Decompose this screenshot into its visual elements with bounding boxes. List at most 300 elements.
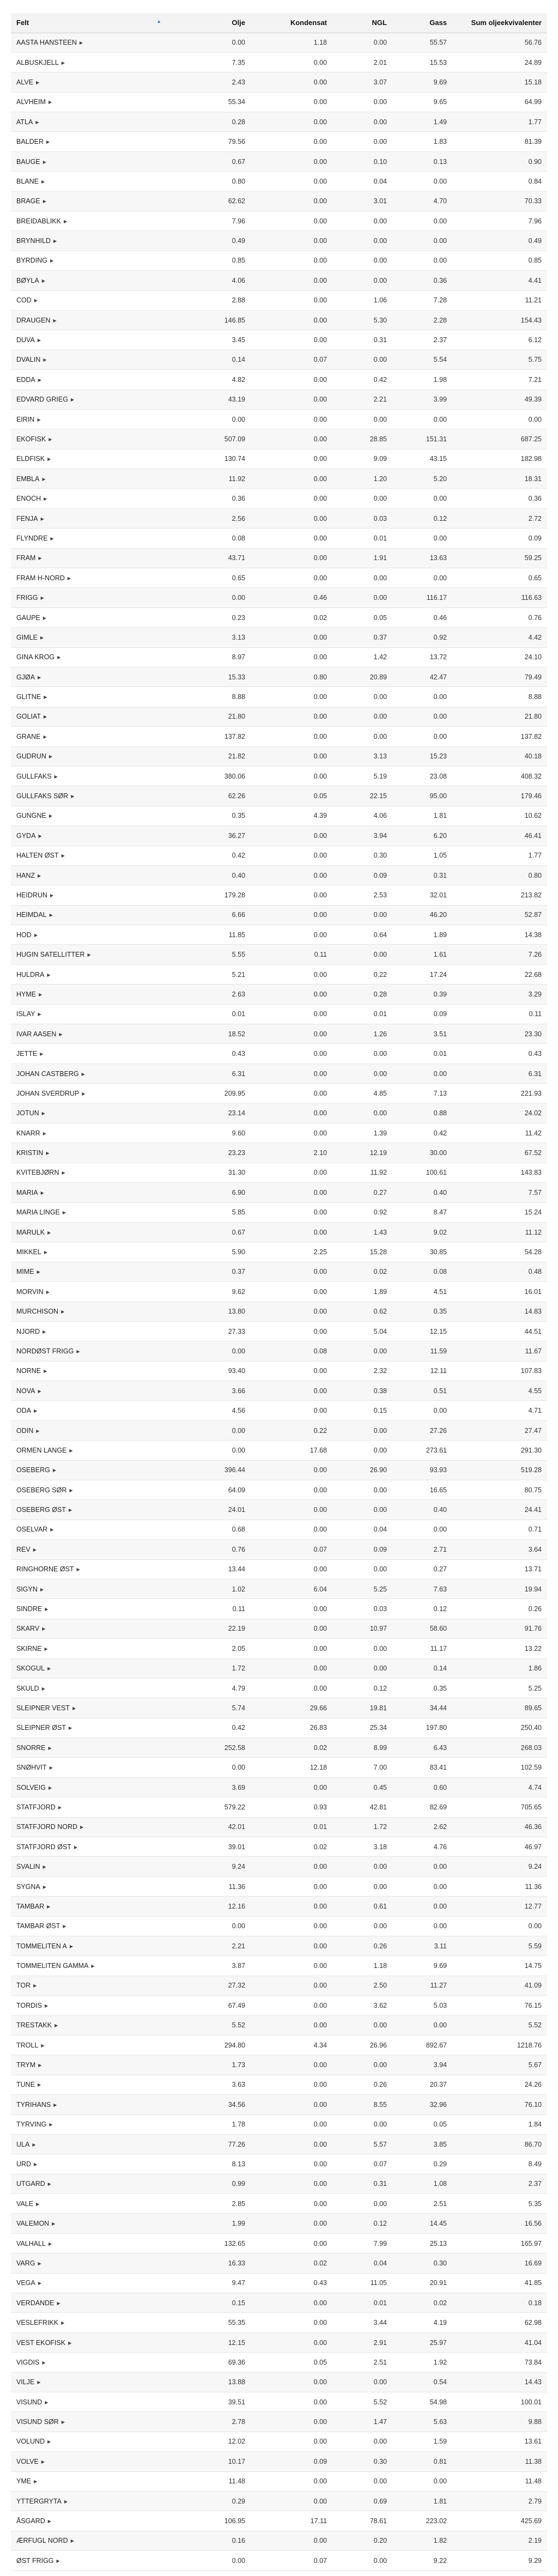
chevron-right-icon[interactable]: ▶: [42, 476, 46, 482]
chevron-right-icon[interactable]: ▶: [53, 318, 57, 323]
field-name-link[interactable]: [11, 1777, 169, 1797]
field-name-link[interactable]: [11, 1540, 169, 1559]
chevron-right-icon[interactable]: ▶: [76, 1567, 80, 1572]
field-name-link[interactable]: [11, 1500, 169, 1520]
field-name-link[interactable]: [11, 1202, 169, 1222]
chevron-right-icon[interactable]: ▶: [61, 2420, 65, 2425]
field-name-link[interactable]: [11, 2253, 169, 2273]
chevron-right-icon[interactable]: ▶: [47, 2182, 51, 2187]
field-name-link[interactable]: [11, 1996, 169, 2015]
field-name-link[interactable]: [11, 191, 169, 211]
chevron-right-icon[interactable]: ▶: [40, 1190, 44, 1195]
field-name-link[interactable]: [11, 2511, 169, 2531]
chevron-right-icon[interactable]: ▶: [36, 80, 40, 85]
field-name-link[interactable]: [11, 647, 169, 667]
chevron-right-icon[interactable]: ▶: [69, 1448, 73, 1453]
chevron-right-icon[interactable]: ▶: [40, 635, 44, 640]
field-name-link[interactable]: [11, 508, 169, 528]
field-name-link[interactable]: [11, 1024, 169, 1044]
column-header-kondensat[interactable]: [251, 13, 332, 33]
field-name-link[interactable]: [11, 1559, 169, 1579]
field-name-link[interactable]: [11, 2531, 169, 2550]
field-name-link[interactable]: [11, 746, 169, 766]
chevron-right-icon[interactable]: ▶: [47, 2519, 51, 2524]
field-name-link[interactable]: [11, 1222, 169, 1242]
chevron-right-icon[interactable]: ▶: [48, 437, 52, 442]
chevron-right-icon[interactable]: ▶: [37, 2380, 41, 2385]
chevron-right-icon[interactable]: ▶: [46, 1289, 50, 1295]
field-name-link[interactable]: [11, 2194, 169, 2214]
chevron-right-icon[interactable]: ▶: [40, 596, 44, 601]
field-name-link[interactable]: [11, 1103, 169, 1123]
value-cell: 0.00: [452, 1916, 547, 1936]
chevron-right-icon[interactable]: ▶: [38, 2063, 42, 2068]
chevron-right-icon[interactable]: ▶: [39, 992, 43, 997]
chevron-right-icon[interactable]: ▶: [36, 1428, 40, 1433]
chevron-right-icon[interactable]: ▶: [47, 457, 51, 462]
value-cell: 11.92: [169, 469, 251, 489]
chevron-right-icon[interactable]: ▶: [34, 1408, 38, 1414]
field-name-link[interactable]: [11, 1242, 169, 1262]
field-name-link[interactable]: [11, 330, 169, 350]
value-cell: 0.35: [392, 1302, 452, 1321]
value-cell: 0.36: [169, 489, 251, 508]
chevron-right-icon[interactable]: ▶: [71, 794, 75, 799]
field-name-link[interactable]: [11, 1698, 169, 1718]
field-name-link[interactable]: [11, 628, 169, 647]
chevron-right-icon[interactable]: ▶: [32, 2142, 36, 2147]
chevron-right-icon[interactable]: ▶: [47, 1666, 51, 1672]
chevron-right-icon[interactable]: ▶: [47, 972, 51, 977]
chevron-right-icon[interactable]: ▶: [48, 100, 52, 105]
chevron-right-icon[interactable]: ▶: [47, 1230, 51, 1235]
table-row: [11, 1004, 547, 1024]
chevron-right-icon[interactable]: ▶: [37, 417, 41, 422]
field-name-link[interactable]: [11, 1361, 169, 1381]
field-name-label: OSEBERG SØR: [16, 1486, 67, 1494]
field-name-link[interactable]: [11, 766, 169, 786]
field-name-link[interactable]: [11, 1004, 169, 1024]
field-name-link[interactable]: [11, 1738, 169, 1758]
field-name-link[interactable]: [11, 1658, 169, 1678]
field-name-link[interactable]: [11, 964, 169, 984]
field-name-link[interactable]: [11, 1876, 169, 1896]
field-name-link[interactable]: [11, 370, 169, 390]
chevron-right-icon[interactable]: ▶: [38, 2261, 41, 2266]
chevron-right-icon[interactable]: ▶: [41, 2459, 45, 2464]
field-name-link[interactable]: [11, 707, 169, 726]
chevron-right-icon[interactable]: ▶: [61, 1309, 65, 1315]
field-name-link[interactable]: [11, 1064, 169, 1083]
field-name-link[interactable]: [11, 1599, 169, 1619]
field-name-link[interactable]: [11, 1956, 169, 1976]
chevron-right-icon[interactable]: ▶: [54, 2023, 58, 2028]
field-name-link[interactable]: [11, 2452, 169, 2471]
chevron-right-icon[interactable]: ▶: [62, 1210, 66, 1216]
value-cell: 0.00: [392, 2015, 452, 2035]
chevron-right-icon[interactable]: ▶: [38, 873, 41, 878]
chevron-right-icon[interactable]: ▶: [52, 1468, 56, 1473]
field-name-link[interactable]: [11, 2293, 169, 2313]
field-name-link[interactable]: [11, 588, 169, 607]
field-name-link[interactable]: [11, 2353, 169, 2372]
chevron-right-icon[interactable]: ▶: [48, 813, 53, 819]
sort-icon[interactable]: ▲: [156, 19, 161, 25]
chevron-right-icon[interactable]: ▶: [81, 1071, 85, 1077]
field-name-link[interactable]: [11, 390, 169, 409]
field-name-link[interactable]: [11, 1262, 169, 1281]
value-cell: 154.43: [452, 310, 547, 330]
field-name-link[interactable]: [11, 1163, 169, 1182]
chevron-right-icon[interactable]: ▶: [38, 833, 42, 839]
chevron-right-icon[interactable]: ▶: [40, 1052, 44, 1057]
chevron-right-icon[interactable]: ▶: [40, 516, 44, 521]
chevron-right-icon[interactable]: ▶: [62, 1170, 65, 1176]
field-name-link[interactable]: [11, 1758, 169, 1777]
field-name-link[interactable]: [11, 2015, 169, 2035]
field-name-label: HANZ: [16, 871, 35, 879]
chevron-right-icon[interactable]: ▶: [44, 1646, 48, 1651]
field-name-link[interactable]: [11, 945, 169, 964]
chevron-right-icon[interactable]: ▶: [80, 1825, 84, 1830]
value-cell: 0.00: [251, 1460, 332, 1480]
chevron-right-icon[interactable]: ▶: [43, 1131, 46, 1136]
column-header-gass[interactable]: [392, 13, 452, 33]
value-cell: 0.00: [251, 2313, 332, 2332]
chevron-right-icon[interactable]: ▶: [76, 1348, 80, 1354]
chevron-right-icon[interactable]: ▶: [49, 1765, 53, 1771]
field-name-link[interactable]: [11, 1341, 169, 1361]
field-name-link[interactable]: [11, 2491, 169, 2511]
chevron-right-icon[interactable]: ▶: [41, 1111, 45, 1116]
table-row: [11, 607, 547, 627]
chevron-right-icon[interactable]: ▶: [34, 298, 38, 303]
value-cell: 29.66: [251, 1698, 332, 1718]
chevron-right-icon[interactable]: ▶: [69, 1508, 72, 1513]
chevron-right-icon[interactable]: ▶: [34, 2161, 38, 2167]
field-name-link[interactable]: [11, 1282, 169, 1302]
field-name-link[interactable]: [11, 846, 169, 865]
field-name-link[interactable]: [11, 2233, 169, 2253]
chevron-right-icon[interactable]: ▶: [82, 1091, 86, 1096]
chevron-right-icon[interactable]: ▶: [74, 1844, 78, 1850]
chevron-right-icon[interactable]: ▶: [53, 239, 57, 244]
field-name-link[interactable]: [11, 310, 169, 330]
chevron-right-icon[interactable]: ▶: [45, 2003, 48, 2008]
field-name-label: SOLVEIG: [16, 1783, 46, 1791]
chevron-right-icon[interactable]: ▶: [46, 139, 50, 145]
field-name-link[interactable]: [11, 1837, 169, 1857]
field-name-link[interactable]: [11, 568, 169, 588]
field-name-link[interactable]: [11, 2035, 169, 2055]
table-row: [11, 1202, 547, 1222]
chevron-right-icon[interactable]: ▶: [43, 1884, 46, 1890]
field-name-link[interactable]: [11, 865, 169, 885]
field-name-link[interactable]: [11, 1718, 169, 1737]
field-name-link[interactable]: [11, 1639, 169, 1658]
chevron-right-icon[interactable]: ▶: [38, 2082, 41, 2088]
value-cell: 7.35: [169, 52, 251, 72]
chevron-right-icon[interactable]: ▶: [59, 1031, 63, 1037]
column-header-felt[interactable]: [11, 13, 169, 33]
value-cell: 2.37: [452, 2174, 547, 2194]
field-name-link[interactable]: [11, 33, 169, 52]
field-name-link[interactable]: [11, 1441, 169, 1460]
field-name-link[interactable]: [11, 1857, 169, 1876]
field-name-link[interactable]: [11, 1321, 169, 1341]
field-name-link[interactable]: [11, 1420, 169, 1440]
field-name-link[interactable]: [11, 786, 169, 806]
chevron-right-icon[interactable]: ▶: [43, 159, 46, 165]
field-name-link[interactable]: [11, 1936, 169, 1956]
field-name-link[interactable]: [11, 1619, 169, 1638]
field-name-link[interactable]: [11, 1302, 169, 1321]
chevron-right-icon[interactable]: ▶: [33, 1547, 37, 1552]
chevron-right-icon[interactable]: ▶: [43, 1864, 46, 1870]
field-name-link[interactable]: [11, 1579, 169, 1599]
field-name-link[interactable]: [11, 1143, 169, 1163]
value-cell: 1.26: [332, 1024, 392, 1044]
field-name-link[interactable]: [11, 489, 169, 508]
field-name-link[interactable]: [11, 2332, 169, 2352]
chevron-right-icon[interactable]: ▶: [41, 179, 45, 184]
field-name-link[interactable]: [11, 2471, 169, 2491]
field-name-link[interactable]: [11, 925, 169, 945]
value-cell: 1.86: [452, 1658, 547, 1678]
chevron-right-icon[interactable]: ▶: [61, 60, 65, 65]
chevron-right-icon[interactable]: ▶: [38, 1388, 41, 1394]
value-cell: 2.62: [392, 1817, 452, 1837]
column-header-olje[interactable]: [169, 13, 251, 33]
chevron-right-icon[interactable]: ▶: [44, 695, 47, 700]
field-name-link[interactable]: [11, 687, 169, 707]
chevron-right-icon[interactable]: ▶: [43, 357, 47, 363]
field-name-link[interactable]: [11, 350, 169, 369]
field-name-link[interactable]: [11, 112, 169, 132]
chevron-right-icon[interactable]: ▶: [48, 754, 53, 760]
chevron-right-icon[interactable]: ▶: [49, 913, 53, 918]
field-name-link[interactable]: [11, 2174, 169, 2194]
chevron-right-icon[interactable]: ▶: [50, 1527, 54, 1533]
field-name-link[interactable]: [11, 1381, 169, 1401]
field-name-link[interactable]: [11, 92, 169, 112]
value-cell: 0.00: [332, 707, 392, 726]
chevron-right-icon[interactable]: ▶: [49, 2122, 53, 2128]
field-name-link[interactable]: [11, 2115, 169, 2134]
chevron-right-icon[interactable]: ▶: [57, 2300, 60, 2306]
chevron-right-icon[interactable]: ▶: [38, 2281, 41, 2286]
field-name-link[interactable]: [11, 2412, 169, 2432]
field-name-link[interactable]: [11, 607, 169, 627]
field-name-label: BYRDING: [16, 257, 47, 265]
field-name-link[interactable]: [11, 231, 169, 251]
value-cell: 8.49: [452, 2154, 547, 2174]
field-name-link[interactable]: [11, 2055, 169, 2075]
chevron-right-icon[interactable]: ▶: [41, 1686, 45, 1691]
field-name-link[interactable]: [11, 1520, 169, 1539]
chevron-right-icon[interactable]: ▶: [58, 1805, 62, 1810]
chevron-right-icon[interactable]: ▶: [57, 655, 61, 660]
chevron-right-icon[interactable]: ▶: [40, 1587, 44, 1592]
field-name-link[interactable]: [11, 1183, 169, 1202]
chevron-right-icon[interactable]: ▶: [50, 536, 54, 541]
field-name-link[interactable]: [11, 2313, 169, 2332]
chevron-right-icon[interactable]: ▶: [56, 2558, 60, 2563]
field-name-link[interactable]: [11, 2154, 169, 2174]
chevron-right-icon[interactable]: ▶: [44, 1250, 48, 1255]
chevron-right-icon[interactable]: ▶: [48, 2241, 52, 2246]
chevron-right-icon[interactable]: ▶: [42, 1626, 46, 1632]
field-name-link[interactable]: [11, 2432, 169, 2451]
field-name-link[interactable]: [11, 1084, 169, 1103]
field-name-link[interactable]: [11, 826, 169, 846]
value-cell: 0.00: [169, 1441, 251, 1460]
field-name-link[interactable]: [11, 151, 169, 171]
chevron-right-icon[interactable]: ▶: [45, 1607, 48, 1612]
field-name-link[interactable]: [11, 2095, 169, 2115]
chevron-right-icon[interactable]: ▶: [46, 1151, 50, 1156]
chevron-right-icon[interactable]: ▶: [48, 1785, 52, 1790]
field-name-link[interactable]: [11, 667, 169, 687]
chevron-right-icon[interactable]: ▶: [43, 734, 47, 739]
value-cell: 13.71: [452, 1559, 547, 1579]
chevron-right-icon[interactable]: ▶: [43, 199, 46, 204]
field-name-link[interactable]: [11, 885, 169, 905]
field-name-link[interactable]: [11, 2551, 169, 2571]
chevron-right-icon[interactable]: ▶: [43, 615, 46, 621]
chevron-right-icon[interactable]: ▶: [69, 1487, 73, 1493]
chevron-right-icon[interactable]: ▶: [54, 774, 58, 779]
field-name-link[interactable]: [11, 905, 169, 925]
field-name-link[interactable]: [11, 211, 169, 231]
field-name-link[interactable]: [11, 1817, 169, 1837]
value-cell: 79.56: [169, 132, 251, 151]
chevron-right-icon[interactable]: ▶: [79, 40, 83, 46]
chevron-right-icon[interactable]: ▶: [42, 2360, 46, 2365]
chevron-right-icon[interactable]: ▶: [38, 1012, 41, 1017]
field-name-link[interactable]: [11, 985, 169, 1004]
value-cell: 0.07: [332, 2154, 392, 2174]
value-cell: 3.69: [169, 1777, 251, 1797]
field-name-link[interactable]: [11, 429, 169, 449]
chevron-right-icon[interactable]: ▶: [47, 2439, 51, 2445]
chevron-right-icon[interactable]: ▶: [53, 2102, 57, 2107]
chevron-right-icon[interactable]: ▶: [38, 675, 41, 680]
table-row: [11, 2392, 547, 2411]
field-name-link[interactable]: [11, 548, 169, 568]
field-name-link[interactable]: [11, 469, 169, 489]
chevron-right-icon[interactable]: ▶: [68, 2340, 72, 2346]
chevron-right-icon[interactable]: ▶: [64, 2499, 68, 2504]
field-name-link[interactable]: [11, 2134, 169, 2154]
chevron-right-icon[interactable]: ▶: [48, 1745, 52, 1751]
chevron-right-icon[interactable]: ▶: [70, 2538, 74, 2544]
field-name-link[interactable]: [11, 727, 169, 746]
column-header-sum[interactable]: [452, 13, 547, 33]
field-name-link[interactable]: [11, 132, 169, 151]
chevron-right-icon[interactable]: ▶: [37, 338, 41, 343]
chevron-right-icon[interactable]: ▶: [36, 2201, 40, 2207]
chevron-right-icon[interactable]: ▶: [34, 2479, 38, 2484]
chevron-right-icon[interactable]: ▶: [41, 278, 45, 283]
chevron-right-icon[interactable]: ▶: [47, 1904, 51, 1909]
field-name-link[interactable]: [11, 72, 169, 92]
field-name-link[interactable]: [11, 1401, 169, 1420]
chevron-right-icon[interactable]: ▶: [45, 2399, 48, 2405]
value-cell: 41.85: [452, 2273, 547, 2293]
field-name-link[interactable]: [11, 172, 169, 191]
field-name-link[interactable]: [11, 290, 169, 310]
field-name-link[interactable]: [11, 1460, 169, 1480]
chevron-right-icon[interactable]: ▶: [72, 1706, 76, 1711]
chevron-right-icon[interactable]: ▶: [44, 496, 47, 502]
chevron-right-icon[interactable]: ▶: [69, 1726, 72, 1731]
field-name-link[interactable]: [11, 251, 169, 270]
field-name-link[interactable]: [11, 1897, 169, 1916]
field-name-link[interactable]: [11, 1678, 169, 1698]
field-name-link[interactable]: [11, 1797, 169, 1817]
field-name-link[interactable]: [11, 2214, 169, 2233]
field-name-link[interactable]: [11, 2075, 169, 2094]
field-name-link[interactable]: [11, 2372, 169, 2392]
chevron-right-icon[interactable]: ▶: [63, 1924, 66, 1929]
chevron-right-icon[interactable]: ▶: [61, 853, 65, 859]
field-name-link[interactable]: [11, 1123, 169, 1143]
field-name-link[interactable]: [11, 2273, 169, 2293]
chevron-right-icon[interactable]: ▶: [37, 1269, 40, 1275]
column-header-ngl[interactable]: [332, 13, 392, 33]
chevron-right-icon[interactable]: ▶: [87, 952, 91, 958]
field-name-link[interactable]: [11, 1044, 169, 1064]
chevron-right-icon[interactable]: ▶: [41, 2043, 45, 2048]
chevron-right-icon[interactable]: ▶: [70, 397, 75, 403]
chevron-right-icon[interactable]: ▶: [35, 119, 39, 125]
chevron-right-icon[interactable]: ▶: [33, 1983, 37, 1989]
field-name-link[interactable]: [11, 1976, 169, 1995]
chevron-right-icon[interactable]: ▶: [43, 714, 47, 720]
chevron-right-icon[interactable]: ▶: [52, 2221, 56, 2227]
field-name-link[interactable]: [11, 271, 169, 290]
field-name-link[interactable]: [11, 2392, 169, 2411]
chevron-right-icon[interactable]: ▶: [50, 892, 54, 898]
chevron-right-icon[interactable]: ▶: [69, 1943, 73, 1949]
value-cell: 0.43: [251, 2273, 332, 2293]
field-name-link[interactable]: [11, 528, 169, 548]
chevron-right-icon[interactable]: ▶: [34, 932, 38, 938]
chevron-right-icon[interactable]: ▶: [91, 1964, 95, 1969]
chevron-right-icon[interactable]: ▶: [38, 377, 41, 382]
chevron-right-icon[interactable]: ▶: [44, 1369, 47, 1374]
chevron-right-icon[interactable]: ▶: [38, 556, 42, 561]
field-name-link[interactable]: [11, 449, 169, 469]
field-name-link[interactable]: [11, 1480, 169, 1500]
value-cell: 7.99: [332, 2233, 392, 2253]
chevron-right-icon[interactable]: ▶: [43, 1329, 46, 1334]
value-cell: 4.55: [452, 1381, 547, 1401]
field-name-link[interactable]: [11, 806, 169, 825]
value-cell: 0.00: [251, 2075, 332, 2094]
chevron-right-icon[interactable]: ▶: [50, 258, 54, 264]
field-name-link[interactable]: [11, 1916, 169, 1936]
value-cell: 82.69: [392, 1797, 452, 1817]
chevron-right-icon[interactable]: ▶: [63, 218, 68, 224]
value-cell: 0.00: [332, 1916, 392, 1936]
chevron-right-icon[interactable]: ▶: [67, 575, 71, 581]
value-cell: 22.68: [452, 964, 547, 984]
field-name-link[interactable]: [11, 52, 169, 72]
chevron-right-icon[interactable]: ▶: [61, 2320, 65, 2326]
field-name-link[interactable]: [11, 409, 169, 429]
